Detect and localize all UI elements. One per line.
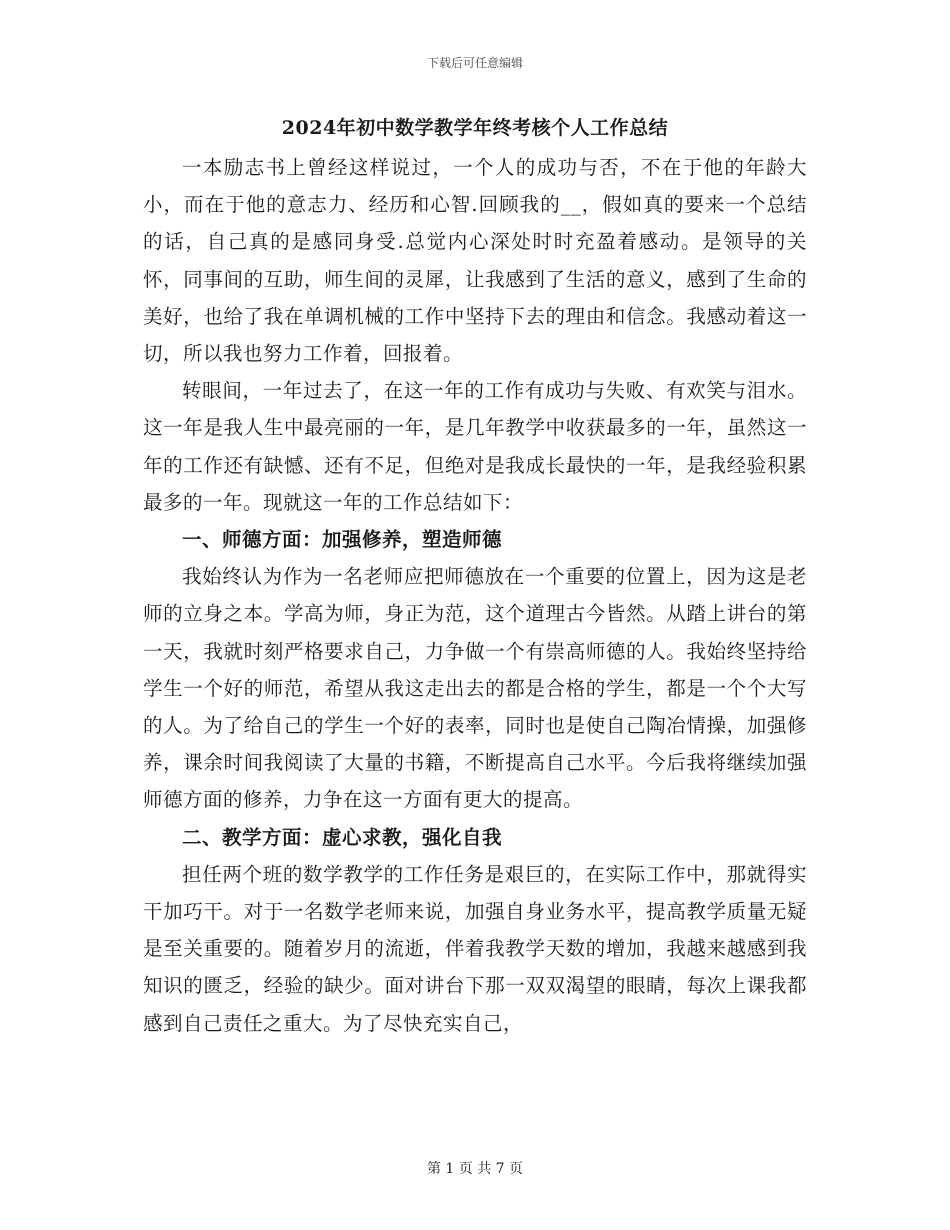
paragraph-teaching: 担任两个班的数学教学的工作任务是艰巨的，在实际工作中，那就得实干加巧干。对于一名数学老师来说，加强自身业务水平，提高教学质量无疑是至关重要的。随着岁月的流逝，伴着我教学天数的增加，我越来越感到我知识的匮乏，经验的缺少。面对讲台下那一双双渴望的眼睛，每次上课我都感到自己责任之重大。为了尽快充实自己， (143, 862, 807, 1035)
section-heading-teaching: 二、教学方面：虚心求教，强化自我 (182, 825, 503, 849)
document-body (143, 113, 807, 1042)
paragraph-ethics: 我始终认为作为一名老师应把师德放在一个重要的位置上，因为这是老师的立身之本。学高为师，身正为范，这个道理古今皆然。从踏上讲台的第一天，我就时刻严格要求自己，力争做一个有崇高师德的人。我始终坚持给学生一个好的师范，希望从我这走出去的都是合格的学生，都是一个个大写的人。为了给自己的学生一个好的表率，同时也是使自己陶冶情操，加强修养，课余时间我阅读了大量的书籍，不断提高自己水平。今后我将继续加强师德方面的修养，力争在这一方面有更大的提高。 (143, 565, 807, 812)
page-number-footer: 第 1 页 共 7 页 (426, 1161, 524, 1177)
paragraph-intro: 一本励志书上曾经这样说过，一个人的成功与否，不在于他的年龄大小，而在于他的意志力、经历和心智.回顾我的__，假如真的要来一个总结的话，自己真的是感同身受.总觉内心深处时时充盈着感动。是领导的关怀，同事间的互助，师生间的灵犀，让我感到了生活的意义，感到了生命的美好，也给了我在单调机械的工作中坚持下去的理由和信念。我感动着这一切，所以我也努力工作着，回报着。 (143, 156, 807, 366)
paragraph-summary: 转眼间，一年过去了，在这一年的工作有成功与失败、有欢笑与泪水。这一年是我人生中最亮丽的一年，是几年教学中收获最多的一年，虽然这一年的工作还有缺憾、还有不足，但绝对是我成长最快的一年，是我经验积累最多的一年。现就这一年的工作总结如下： (143, 379, 807, 514)
document-title: 2024年初中数学教学年终考核个人工作总结 (281, 117, 669, 139)
section-heading-ethics: 一、师德方面：加强修养，塑造师德 (182, 528, 503, 552)
header-note: 下载后可任意编辑 (426, 56, 523, 70)
